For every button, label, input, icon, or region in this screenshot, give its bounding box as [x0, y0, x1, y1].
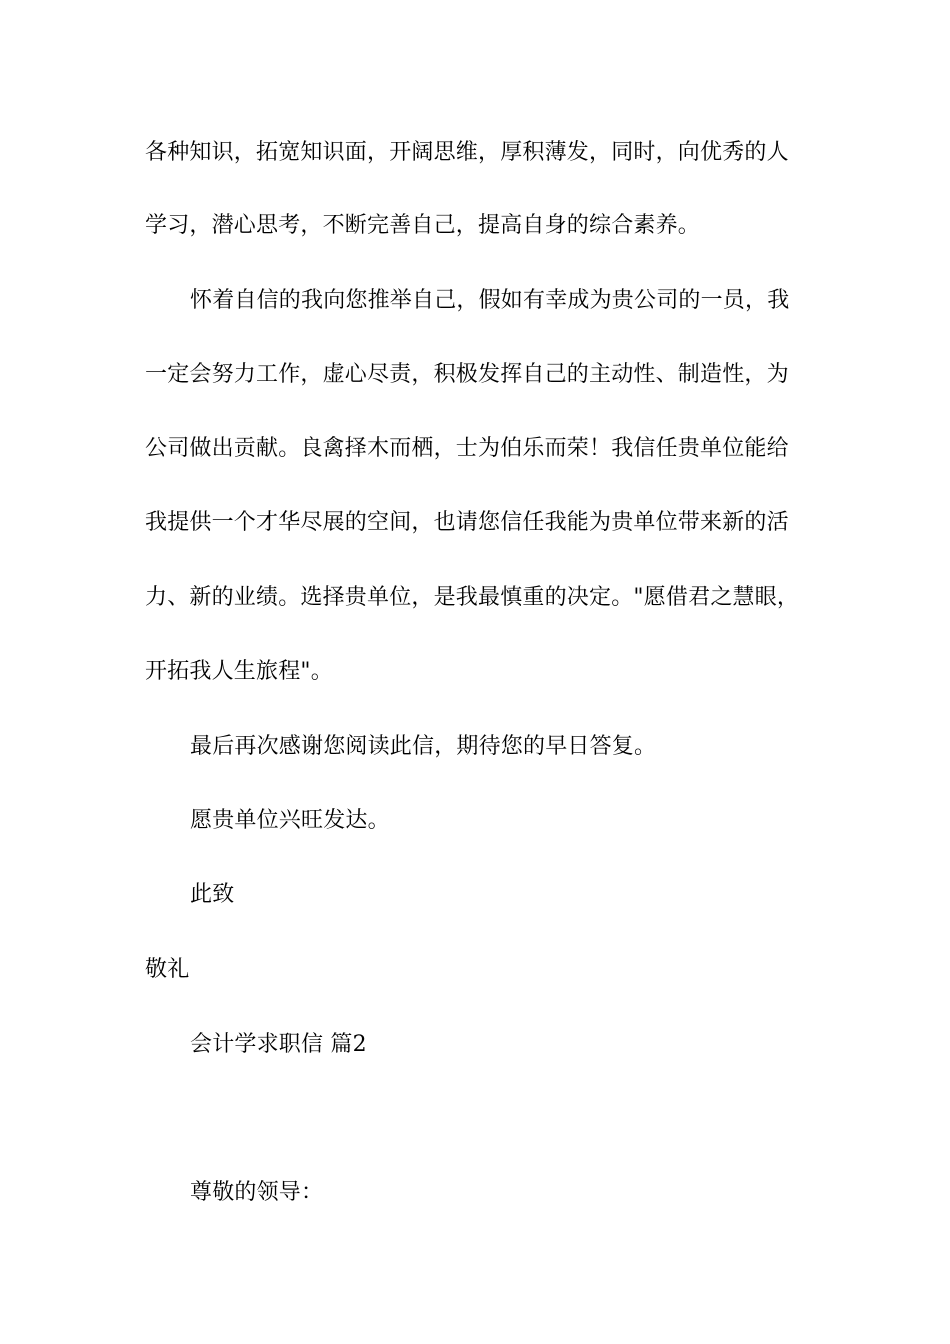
greeting-line: 尊敬的领导： [190, 1180, 324, 1205]
paragraph-line-6: 我提供一个才华尽展的空间，也请您信任我能为贵单位带来新的活 [145, 510, 789, 535]
salutation-jingli: 敬礼 [145, 957, 190, 982]
closing-wish: 愿贵单位兴旺发达。 [190, 808, 390, 833]
paragraph-line-1: 各种知识，拓宽知识面，开阔思维，厚积薄发，同时，向优秀的人 [145, 140, 789, 165]
paragraph-line-8: 开拓我人生旅程"。 [145, 659, 333, 684]
section-heading: 会计学求职信 篇2 [190, 1032, 367, 1057]
paragraph-line-4: 一定会努力工作，虚心尽责，积极发挥自己的主动性、制造性，为 [145, 362, 789, 387]
paragraph-line-7: 力、新的业绩。选择贵单位，是我最慎重的决定。"愿借君之慧眼， [145, 585, 800, 610]
closing-thanks: 最后再次感谢您阅读此信，期待您的早日答复。 [190, 734, 657, 759]
paragraph-line-5: 公司做出贡献。良禽择木而栖，士为伯乐而荣！我信任贵单位能给 [145, 436, 789, 461]
salutation-cizhi: 此致 [190, 882, 235, 907]
paragraph-line-2: 学习，潜心思考，不断完善自己，提高自身的综合素养。 [145, 213, 701, 238]
paragraph-line-3: 怀着自信的我向您推举自己，假如有幸成为贵公司的一员，我 [190, 288, 790, 313]
